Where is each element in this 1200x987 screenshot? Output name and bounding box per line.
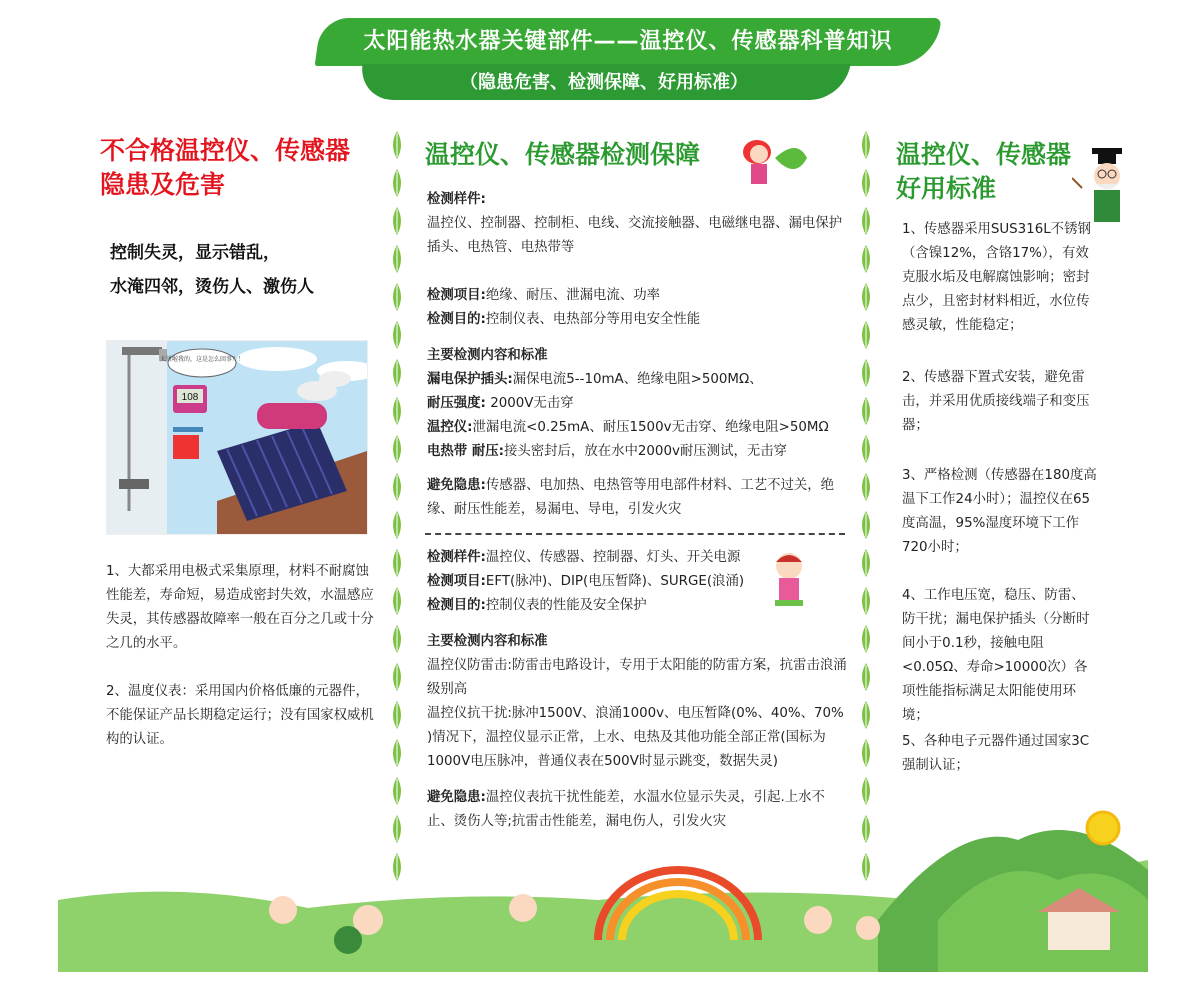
- s2-purpose-text: 控制仪表的性能及安全保护: [485, 598, 647, 613]
- s2-immunity: 温控仪抗干扰:脉冲1500V、浪涌1000v、电压暂降(0%、40%、70% )情况下，温控仪显示正常，上水、电热及其他功能全部正常(国标为1000V电压脉冲，普通仪表在500V时显示跳变，数据失灵): [427, 706, 844, 769]
- left-heading-line1: 不合格温控仪、传感器: [100, 136, 351, 165]
- controller-display-text: 108: [181, 392, 199, 403]
- leaf-icon: [389, 700, 405, 730]
- s2-avoid-text: 温控仪表抗干扰性能差，水温水位显示失灵，引起.上水不止、烫伤人等;抗雷击性能差，漏电伤人，引发火灾: [427, 790, 825, 829]
- leaf-icon: [858, 662, 874, 692]
- s1-avoid: [427, 474, 852, 522]
- s2-main-label: 主要检测内容和标准: [427, 634, 548, 649]
- s1-item-text: 绝缘、耐压、泄漏电流、功率: [485, 288, 660, 303]
- s1-purpose: [427, 308, 852, 332]
- leaf-icon: [389, 662, 405, 692]
- child-4: [804, 906, 832, 934]
- leaf-icon: [389, 510, 405, 540]
- watermelon-icon: [334, 926, 362, 954]
- s1-heat: [427, 440, 852, 464]
- leaf-icon: [858, 624, 874, 654]
- leaf-icon: [389, 168, 405, 198]
- child-5: [856, 916, 880, 940]
- s2-sample-text: 温控仪、传感器、控制器、灯头、开关电源: [485, 550, 741, 565]
- leaf-icon: [389, 244, 405, 274]
- leaf-icon: [389, 434, 405, 464]
- hazard-illustration: [106, 340, 368, 535]
- leaf-divider-left: [389, 130, 409, 890]
- cartoon-girl-icon: [735, 128, 809, 192]
- leaf-icon: [389, 320, 405, 350]
- leaf-icon: [858, 434, 874, 464]
- illustration-svg: [107, 341, 367, 534]
- right-heading: [896, 138, 1071, 206]
- speech-bubble-text: 太烫啦我的，这是怎么回事？！: [159, 356, 245, 363]
- leaf-icon: [858, 472, 874, 502]
- child-1: [269, 896, 297, 924]
- s2-purpose-label: 检测目的:: [427, 598, 486, 613]
- leaf-icon: [858, 548, 874, 578]
- right-heading-line2: 好用标准: [896, 174, 997, 203]
- s1-strength-label: 耐压强度:: [427, 396, 486, 411]
- s2-sample-label: 检测样件:: [427, 550, 486, 565]
- right-paragraph-5: 5、各种电子元器件通过国家3C强制认证；: [902, 734, 1090, 773]
- cartoon-teacher-icon: [1072, 148, 1142, 228]
- right-paragraph-1: 1、传感器采用SUS316L不锈钢（含镍12%，含铬17%），有效克服水垢及电解腐蚀影响；密封点少，且密封材料相近，水位传感灵敏，性能稳定；: [902, 222, 1091, 333]
- left-heading: [100, 134, 390, 202]
- leaf-icon: [858, 396, 874, 426]
- s1-ctrl: [427, 416, 852, 440]
- s1-avoid-text: 传感器、电加热、电热管等用电部件材料、工艺不过关，绝缘、耐压性能差，易漏电、导电，引发火灾: [427, 478, 835, 517]
- s2-item-label: 检测项目:: [427, 574, 486, 589]
- leaf-icon: [389, 206, 405, 236]
- bottom-scene: [58, 800, 1148, 972]
- leaf-icon: [858, 586, 874, 616]
- s1-purpose-label: 检测目的:: [427, 312, 486, 327]
- s1-purpose-text: 控制仪表、电热部分等用电安全性能: [485, 312, 701, 327]
- s2-lightning: 温控仪防雷击:防雷击电路设计，专用于太阳能的防雷方案，抗雷击浪涌级别高: [427, 658, 847, 697]
- s2-item-text: EFT(脉冲)、DIP(电压暂降)、SURGE(浪涌): [485, 574, 745, 589]
- sun-icon: [1087, 812, 1119, 844]
- leaf-icon: [389, 282, 405, 312]
- s1-heat-label: 电热带 耐压:: [427, 444, 504, 459]
- s1-heat-text: 接头密封后，放在水中2000v耐压测试，无击穿: [503, 444, 788, 459]
- s1-main-label: 主要检测内容和标准: [427, 348, 548, 363]
- page-title: 太阳能热水器关键部件——温控仪、传感器科普知识: [363, 29, 893, 54]
- s1-ctrl-label: 温控仪:: [427, 420, 473, 435]
- leaf-icon: [389, 624, 405, 654]
- s1-strength-text: 2000V无击穿: [490, 396, 574, 411]
- hazard-line-1: 控制失灵，显示错乱，: [110, 243, 280, 263]
- right-paragraph-3: 3、严格检测（传感器在180度高温下工作24小时）；温控仪在65度高温，95%湿度环境下工作720小时；: [902, 468, 1097, 555]
- leaf-icon: [858, 320, 874, 350]
- s1-leak: [427, 368, 852, 392]
- leaf-icon: [389, 738, 405, 768]
- s1-ctrl-text: 泄漏电流<0.25mA、耐压1500v无击穿、绝缘电阻>50MΩ: [472, 420, 829, 435]
- leaf-icon: [858, 358, 874, 388]
- s2-avoid-label: 避免隐患:: [427, 790, 486, 805]
- s1-sample-label: 检测样件:: [427, 192, 486, 207]
- right-paragraph-4: 4、工作电压宽，稳压、防雷、防干扰；漏电保护插头（分断时间小于0.1秒，接触电阻<0.05Ω、寿命>10000次）各项性能指标满足太阳能使用环境；: [902, 588, 1090, 723]
- right-heading-line1: 温控仪、传感器: [896, 140, 1072, 169]
- s1-item: [427, 284, 852, 308]
- hazard-line-2: 水淹四邻，烫伤人、激伤人: [110, 277, 314, 297]
- middle-heading: 温控仪、传感器检测保障: [425, 140, 701, 169]
- s1-sample: [427, 188, 852, 260]
- cartoon-child-icon: [765, 548, 813, 608]
- leaf-icon: [389, 586, 405, 616]
- leaf-icon: [389, 548, 405, 578]
- house-icon: [1048, 910, 1110, 950]
- leaf-icon: [858, 130, 874, 160]
- leaf-icon: [858, 510, 874, 540]
- page-subtitle: （隐患危害、检测保障、好用标准）: [460, 72, 748, 93]
- s1-item-label: 检测项目:: [427, 288, 486, 303]
- s1-strength: [427, 392, 852, 416]
- leaf-icon: [858, 738, 874, 768]
- s2-item: [427, 570, 772, 594]
- leaf-icon: [858, 700, 874, 730]
- s2-sample: [427, 546, 757, 570]
- s1-leak-label: 漏电保护插头:: [427, 372, 513, 387]
- s1-avoid-label: 避免隐患:: [427, 478, 486, 493]
- leaf-icon: [858, 168, 874, 198]
- leaf-icon: [858, 244, 874, 274]
- leaf-icon: [389, 358, 405, 388]
- left-heading-line2: 隐患及危害: [100, 170, 226, 199]
- leaf-icon: [389, 396, 405, 426]
- leaf-divider-right: [858, 130, 878, 890]
- left-paragraph-2: 2、温度仪表：采用国内价格低廉的元器件，不能保证产品长期稳定运行；没有国家权威机构的认证。: [106, 684, 374, 747]
- section-divider: [425, 533, 845, 535]
- leaf-icon: [858, 206, 874, 236]
- child-3: [509, 894, 537, 922]
- s1-leak-text: 漏保电流5--10mA、绝缘电阻>500MΩ、: [512, 372, 763, 387]
- s1-sample-text: 温控仪、控制器、控制柜、电线、交流接触器、电磁继电器、漏电保护插头、电热管、电热带等: [427, 216, 843, 255]
- right-paragraph-2: 2、传感器下置式安装，避免雷击，并采用优质接线端子和变压器；: [902, 370, 1090, 433]
- leaf-icon: [389, 472, 405, 502]
- left-paragraph-1: 1、大都采用电极式采集原理，材料不耐腐蚀性能差，寿命短，易造成密封失效，水温感应失灵，其传感器故障率一般在百分之几或十分之几的水平。: [106, 564, 374, 651]
- s2-purpose: [427, 594, 757, 618]
- leaf-icon: [858, 282, 874, 312]
- leaf-icon: [389, 130, 405, 160]
